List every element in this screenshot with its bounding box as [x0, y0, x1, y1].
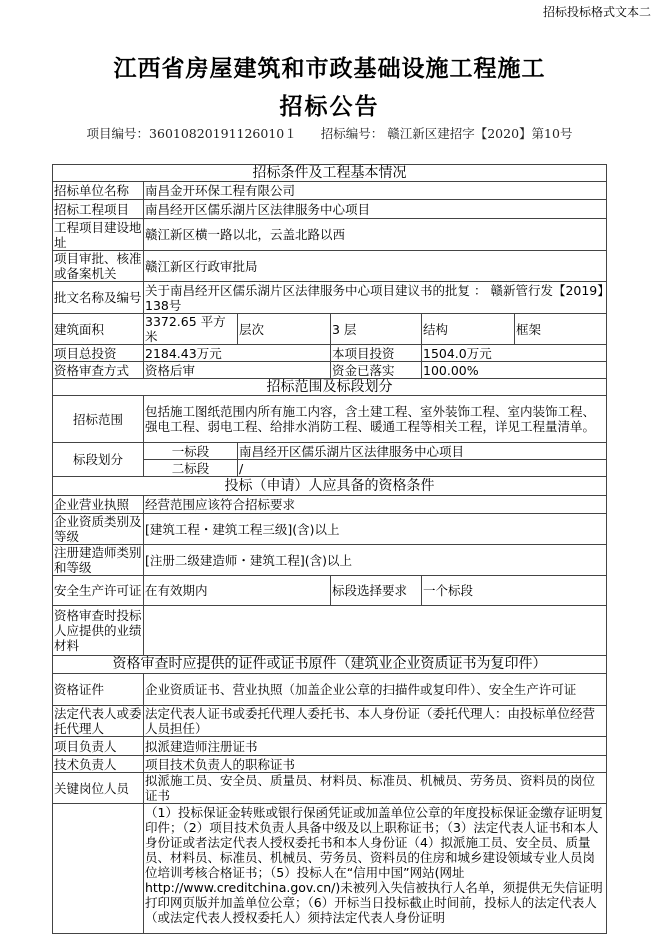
- value: [注册二级建造师・建筑工程](含)以上: [144, 545, 607, 576]
- label: 技术负责人: [53, 756, 144, 773]
- label: 工程项目建设地址: [54, 219, 142, 250]
- label: 注册建造师类别和等级: [54, 545, 142, 575]
- label: 资金已落实: [331, 362, 422, 379]
- doc-title: 江西省房屋建筑和市政基础设施工程施工: [113, 55, 546, 82]
- value: 1504.0万元: [422, 345, 607, 362]
- label: 关键岗位人员: [53, 773, 144, 804]
- value: 100.00%: [422, 362, 607, 379]
- value: （1）投标保证金转账或银行保函凭证或加盖单位公章的年度投标保证金缴存证明复印件；（2）项目技术负责人具备中级及以上职称证书；（3）法定代表人证书和本人身份证或者法定代表人授权委托书和本人身份证（4）拟派施工员、安全员、质量员、材料员、标准员、机械员、劳务员、资料员的住房和城乡建设领域专业人员岗位培训考核合格证书；（5）投标人在“信用中国”网站(网址http://www.creditchina.gov.cn/)未被列入失信被执行人名单，须提供无失信证明打印网页版并加盖单位公章；（6）开标当日投标截止时间前，投标人的法定代表人（或法定代表人授权委托人）须持法定代表人身份证明: [144, 804, 607, 934]
- label: 批文名称及编号: [53, 282, 144, 314]
- label: 本项目投资: [331, 345, 422, 362]
- value: 项目技术负责人的职称证书: [144, 756, 607, 773]
- value: 法定代表人证书或委托代理人委托书、本人身份证（委托代理人：由投标单位经营人员担任）: [144, 706, 607, 737]
- value: [144, 606, 607, 656]
- section-title: 资格审查时应提供的证件或证书原件（建筑业企业资质证书为复印件）: [53, 656, 607, 674]
- value: 3 层: [331, 314, 422, 345]
- label: 标段选择要求: [331, 576, 422, 606]
- value: 拟派建造师注册证书: [144, 737, 607, 756]
- value: 资格后审: [144, 362, 331, 379]
- label: 招标范围: [53, 396, 144, 443]
- doc-subtitle: 招标公告: [279, 93, 380, 120]
- value: /: [238, 460, 607, 477]
- lot-name: 二标段: [144, 460, 238, 477]
- value: 2184.43万元: [144, 345, 331, 362]
- label: 资格审查方式: [53, 362, 144, 379]
- value: 南昌经开区儒乐湖片区法律服务中心项目: [238, 443, 607, 460]
- format-label: 招标投标格式文本二: [542, 5, 651, 19]
- project-number: 项目编号：36010820191126010１: [86, 126, 297, 141]
- label: 招标工程项目: [53, 200, 144, 219]
- label: 层次: [238, 314, 331, 345]
- label: 项目审批、核准或备案机关: [54, 251, 142, 281]
- label: 资格审查时投标人应提供的业绩材料: [53, 606, 144, 656]
- doc-numbers: [0, 124, 659, 142]
- value: 一个标段: [422, 576, 607, 606]
- section-title: 招标范围及标段划分: [53, 379, 607, 396]
- label: 项目总投资: [53, 345, 144, 362]
- label: 建筑面积: [53, 314, 144, 345]
- value: 经营范围应该符合招标要求: [144, 496, 607, 514]
- label: 企业营业执照: [53, 496, 144, 514]
- value: 在有效期内: [144, 576, 331, 606]
- label: 资格证件: [53, 674, 144, 706]
- label: [53, 804, 144, 934]
- tender-table: [52, 164, 607, 934]
- value: 南昌金开环保工程有限公司: [144, 182, 607, 200]
- value: 3372.65 平方米: [144, 314, 238, 345]
- value: 赣江新区横一路以北，云盖北路以西: [144, 219, 607, 251]
- value: 包括施工图纸范围内所有施工内容，含土建工程、室外装饰工程、室内装饰工程、强电工程、弱电工程、给排水消防工程、暖通工程等相关工程，详见工程量清单。: [144, 396, 607, 443]
- label: 结构: [422, 314, 515, 345]
- value: 拟派施工员、安全员、质量员、材料员、标准员、机械员、劳务员、资料员的岗位证书: [144, 773, 607, 804]
- section-title: 投标（申请）人应具备的资格条件: [53, 477, 607, 496]
- value: 赣江新区行政审批局: [144, 251, 607, 282]
- label: 安全生产许可证: [53, 576, 144, 606]
- value: 关于南昌经开区儒乐湖片区法律服务中心项目建议书的批复 ： 赣新管行发【2019】138号: [144, 282, 607, 314]
- label: 法定代表人或委托代理人: [54, 706, 142, 736]
- tender-number: 招标编号： 赣江新区建招字【2020】第10号: [320, 126, 573, 141]
- value: [建筑工程・建筑工程三级](含)以上: [144, 514, 607, 545]
- label: 项目负责人: [53, 737, 144, 756]
- lot-name: 一标段: [144, 443, 238, 460]
- label: 招标单位名称: [53, 182, 144, 200]
- value: 框架: [515, 314, 607, 345]
- section-title: 招标条件及工程基本情况: [53, 165, 607, 182]
- label: 标段划分: [53, 443, 144, 477]
- value: 企业资质证书、营业执照（加盖企业公章的扫描件或复印件）、安全生产许可证: [144, 674, 607, 706]
- value: 南昌经开区儒乐湖片区法律服务中心项目: [144, 200, 607, 219]
- label: 企业资质类别及等级: [54, 514, 142, 544]
